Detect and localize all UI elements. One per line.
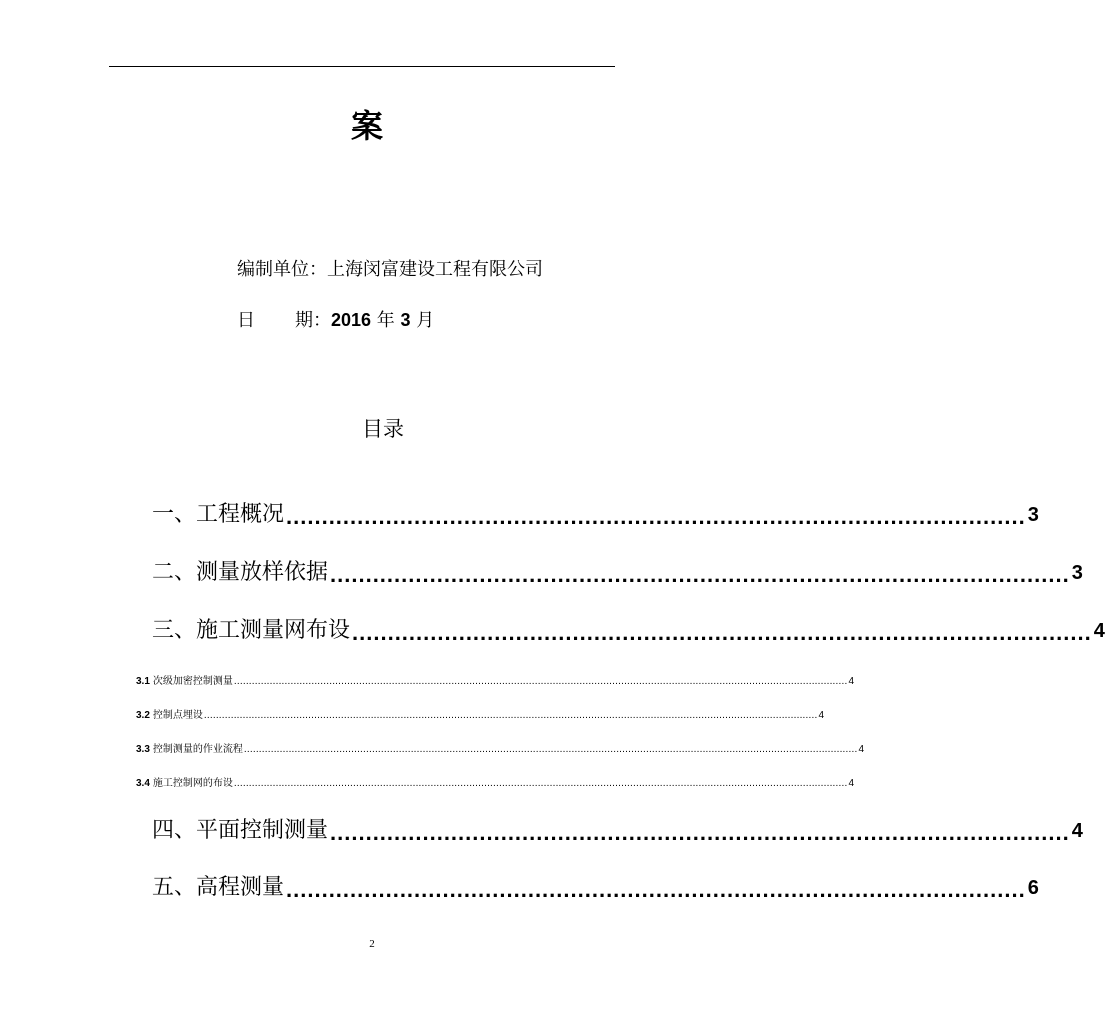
toc-entry[interactable] [152,612,1105,646]
document-title: 案 [350,107,383,145]
date-month: 3 [400,310,411,330]
toc-entry[interactable] [152,496,1039,530]
date-year-suffix: 年 [376,310,395,331]
toc-entry-page: 4 [1093,620,1105,642]
toc-entry[interactable] [152,812,1083,846]
toc-subentry-page: 4 [848,676,855,687]
toc-entry[interactable] [152,554,1083,588]
toc-subentry[interactable] [136,741,865,757]
toc-entry-label: 三、施工测量网布设 [152,618,351,643]
toc-subentry-number: 3.3 [136,744,150,755]
toc-title: 目录 [362,417,404,441]
date-label-part1: 日 [237,310,255,331]
toc-leader-dots: ........................................................................................................ [330,820,1070,845]
toc-subentry-number: 3.2 [136,710,150,721]
compiling-unit-line [237,257,543,283]
toc-entry-page: 3 [1027,504,1039,526]
toc-subentry-number: 3.1 [136,676,150,687]
toc-entry-label: 五、高程测量 [152,875,285,900]
toc-entry-label: 二、测量放样依据 [152,560,329,585]
toc-subentry[interactable] [136,673,855,689]
toc-leader-dots: ........................................................................................................ [330,562,1070,587]
header-rule [109,66,615,67]
toc-leader-dots: ........................................................................................................ [286,504,1026,529]
date-year: 2016 [331,310,372,330]
toc-subentry-label: 控制测量的作业流程 [152,744,243,755]
toc-subentry-page: 4 [818,710,825,721]
date-month-suffix: 月 [416,310,435,331]
toc-entry[interactable] [152,869,1039,903]
toc-entry-page: 4 [1071,820,1083,842]
compiling-unit-label: 编制单位： [237,259,327,280]
toc-subentry-label: 控制点埋设 [152,710,203,721]
toc-subentry-page: 4 [848,778,855,789]
date-line [237,307,434,334]
toc-entry-label: 四、平面控制测量 [152,818,329,843]
toc-subentry-label: 次级加密控制测量 [152,676,233,687]
toc-leader-dots: .............................................................................................................................................................................................................. [203,710,818,721]
toc-subentry-number: 3.4 [136,778,150,789]
toc-entry-page: 3 [1071,562,1083,584]
toc-leader-dots: .............................................................................................................................................................................................................. [233,778,848,789]
toc-leader-dots: .............................................................................................................................................................................................................. [243,744,858,755]
toc-leader-dots: ........................................................................................................ [286,877,1026,902]
page-number: 2 [369,938,375,950]
toc-subentry-page: 4 [858,744,865,755]
toc-leader-dots: .............................................................................................................................................................................................................. [233,676,848,687]
toc-leader-dots: ........................................................................................................ [352,620,1092,645]
toc-subentry[interactable] [136,775,855,791]
toc-subentry[interactable] [136,707,825,723]
toc-entry-label: 一、工程概况 [152,502,285,527]
toc-entry-page: 6 [1027,877,1039,899]
compiling-unit-value: 上海闵富建设工程有限公司 [327,259,543,280]
date-label-part2: 期： [295,310,331,331]
toc-subentry-label: 施工控制网的布设 [152,778,233,789]
